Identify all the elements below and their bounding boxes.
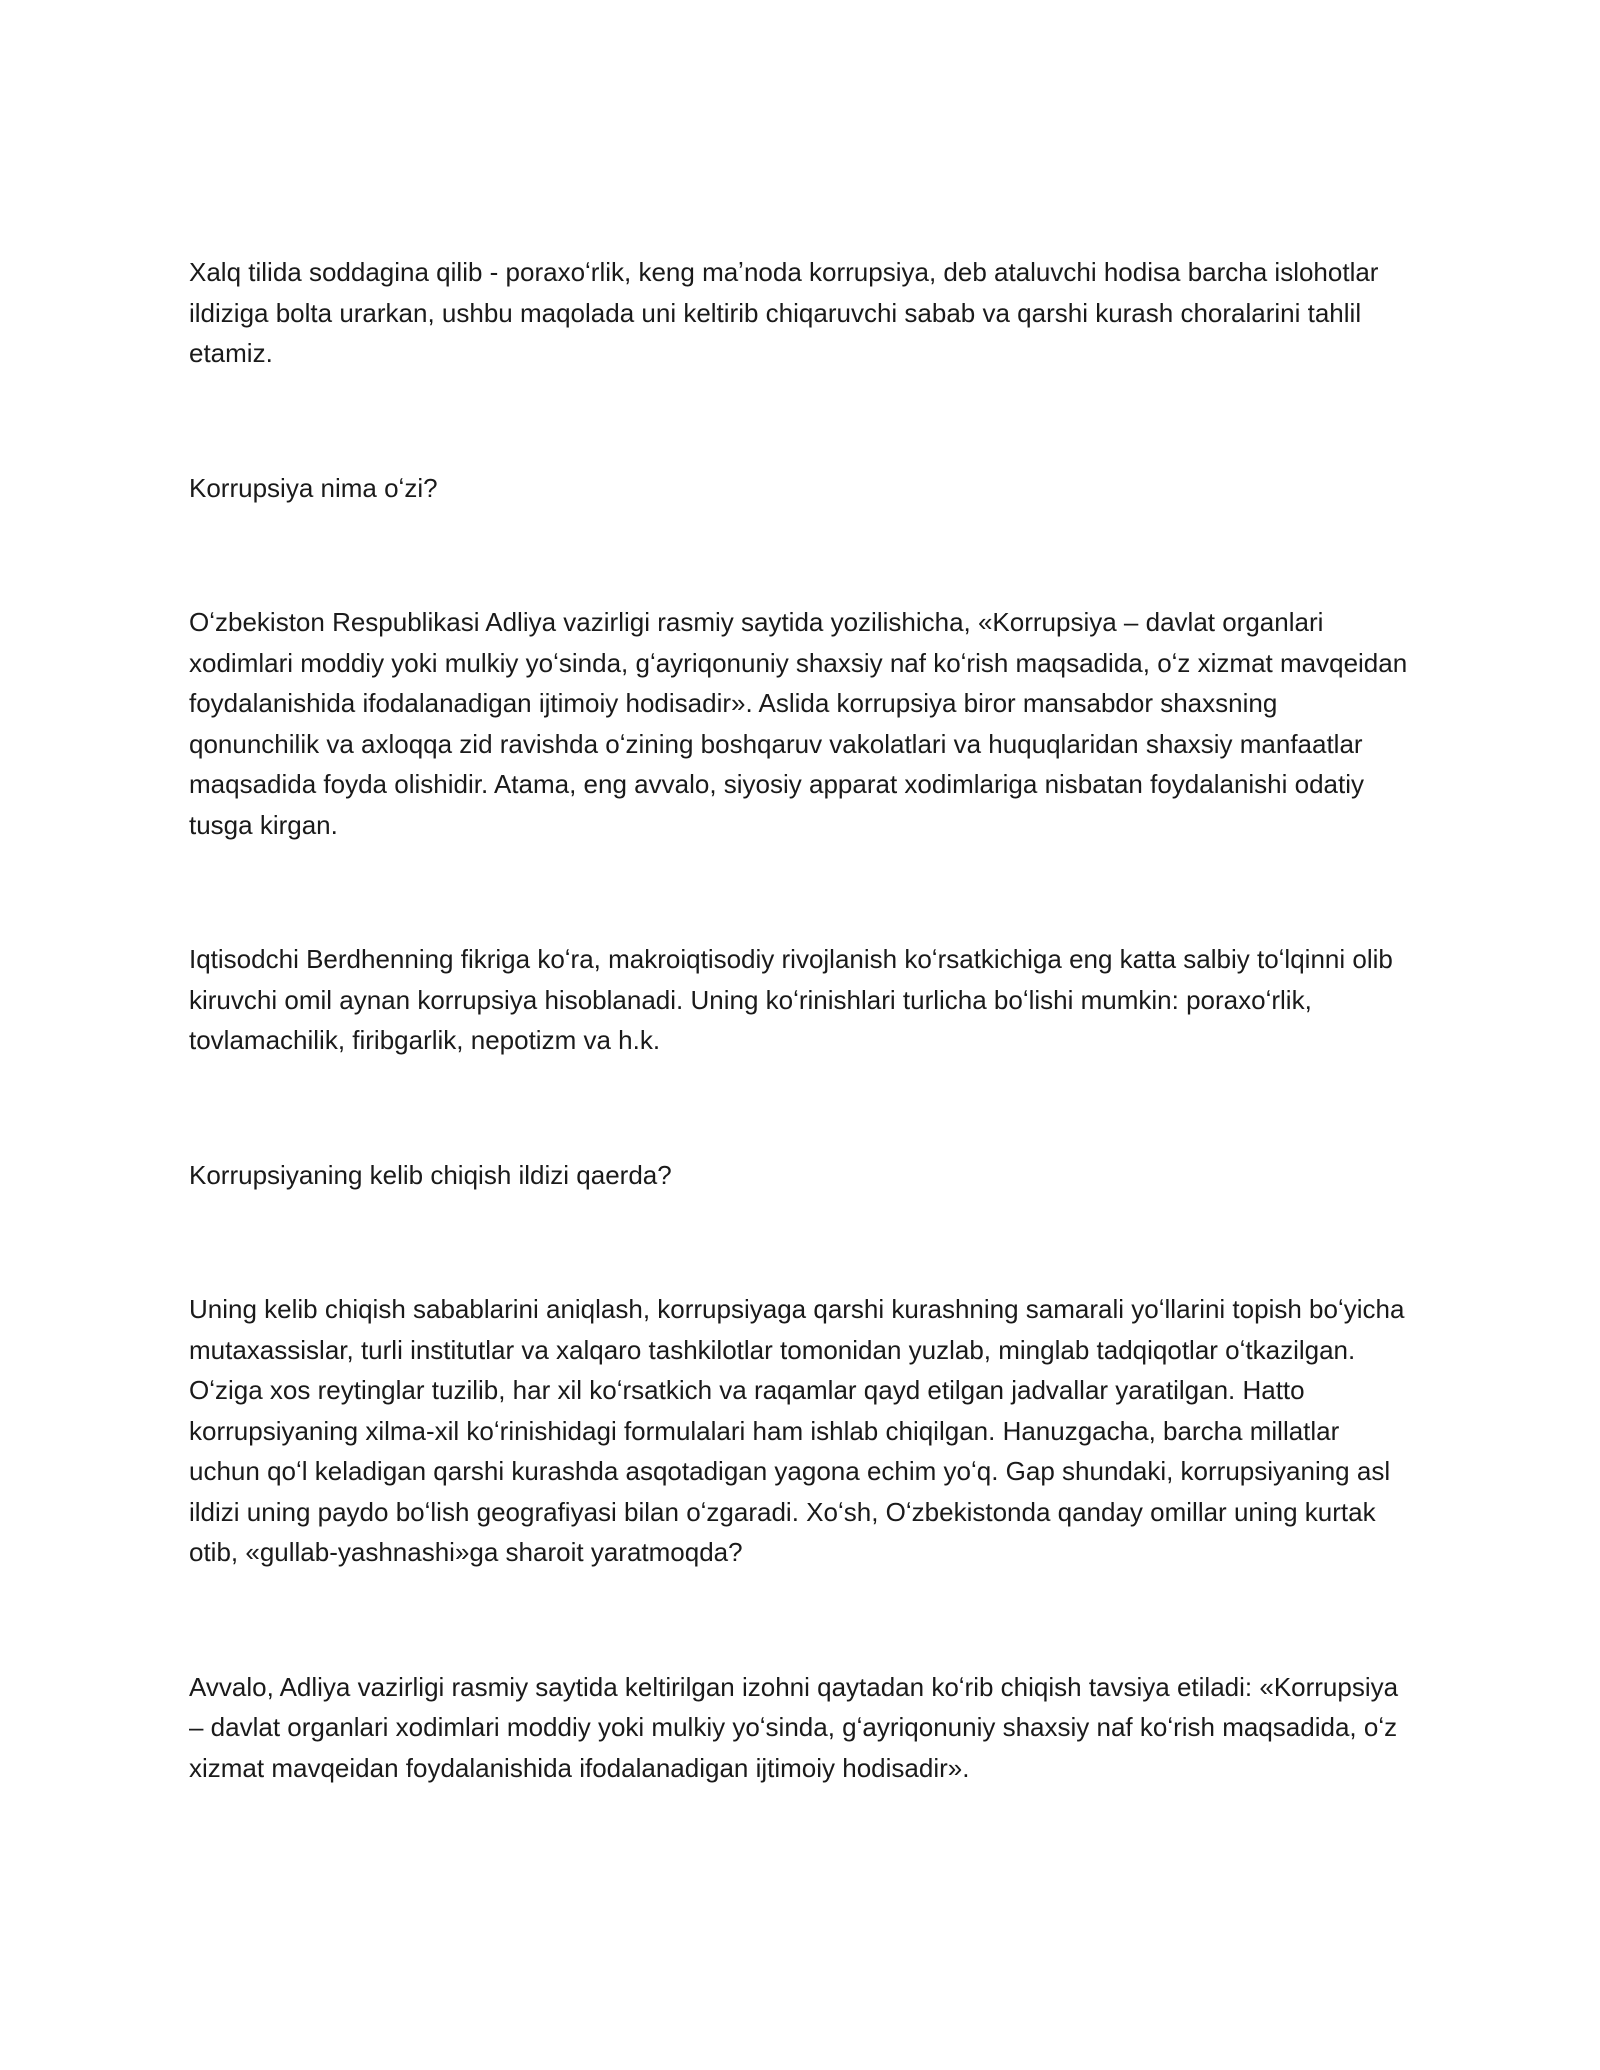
causes-paragraph: Uning kelib chiqish sabablarini aniqlash, korrupsiyaga qarshi kurashning samarali yoʻllarini topish boʻyicha mutaxassislar, turli institutlar va xalqaro tashkilotlar tomonidan yuzlab, minglab tadqiqotlar oʻtkazilgan. Oʻziga xos reytinglar tuzilib, har xil koʻrsatkich va raqamlar qayd etilgan jadvallar yaratilgan. Hatto korrupsiyaning xilma-xil koʻrinishidagi formulalari ham ishlab chiqilgan. Hanuzgacha, barcha millatlar uchun qoʻl keladigan qarshi kurashda asqotadigan yagona echim yoʻq. Gap shundaki, korrupsiyaning asl ildizi uning paydo boʻlish geografiyasi bilan oʻzgaradi. Xoʻsh, Oʻzbekistonda qanday omillar uning kurtak otib, «gullab-yashnashi»ga sharoit yaratmoqda?	[189, 1294, 1405, 1567]
intro-paragraph: Xalq tilida soddagina qilib - poraxoʻrlik, keng maʼnoda korrupsiya, deb ataluvchi hodisa barcha islohotlar ildiziga bolta urarkan, ushbu maqolada uni keltirib chiqaruvchi sabab va qarshi kurash choralarini tahlil etamiz.	[189, 257, 1379, 368]
berdhenning-paragraph: Iqtisodchi Berdhenning fikriga koʻra, makroiqtisodiy rivojlanish koʻrsatkichiga eng katta salbiy toʻlqinni olib kiruvchi omil aynan korrupsiya hisoblanadi. Uning koʻrinishlari turlicha boʻlishi mumkin: poraxoʻrlik, tovlamachilik, firibgarlik, nepotizm va h.k.	[189, 944, 1393, 1055]
document-body	[189, 252, 1411, 1788]
recommendation-paragraph: Avvalo, Adliya vazirligi rasmiy saytida keltirilgan izohni qaytadan koʻrib chiqish tavsiya etiladi: «Korrupsiya – davlat organlari xodimlari moddiy yoki mulkiy yoʻsinda, gʻayriqonuniy shaxsiy naf koʻrish maqsadida, oʻz xizmat mavqeidan foydalanishida ifodalanadigan ijtimoiy hodisadir».	[189, 1671, 1399, 1783]
definition-paragraph: Oʻzbekiston Respublikasi Adliya vazirligi rasmiy saytida yozilishicha, «Korrupsiya – davlat organlari xodimlari moddiy yoki mulkiy yoʻsinda, gʻayriqonuniy shaxsiy naf koʻrish maqsadida, oʻz xizmat mavqeidan foydalanishida ifodalanadigan ijtimoiy hodisadir». Aslida korrupsiya biror mansabdor shaxsning qonunchilik va axloqqa zid ravishda oʻzining boshqaruv vakolatlari va huquqlaridan shaxsiy manfaatlar maqsadida foyda olishidir. Atama, eng avvalo, siyosiy apparat xodimlariga nisbatan foydalanishi odatiy tusga kirgan.	[189, 607, 1408, 840]
question-heading-where: Korrupsiyaning kelib chiqish ildizi qaerda?	[189, 1159, 672, 1190]
question-heading-what: Korrupsiya nima oʻzi?	[189, 472, 438, 503]
